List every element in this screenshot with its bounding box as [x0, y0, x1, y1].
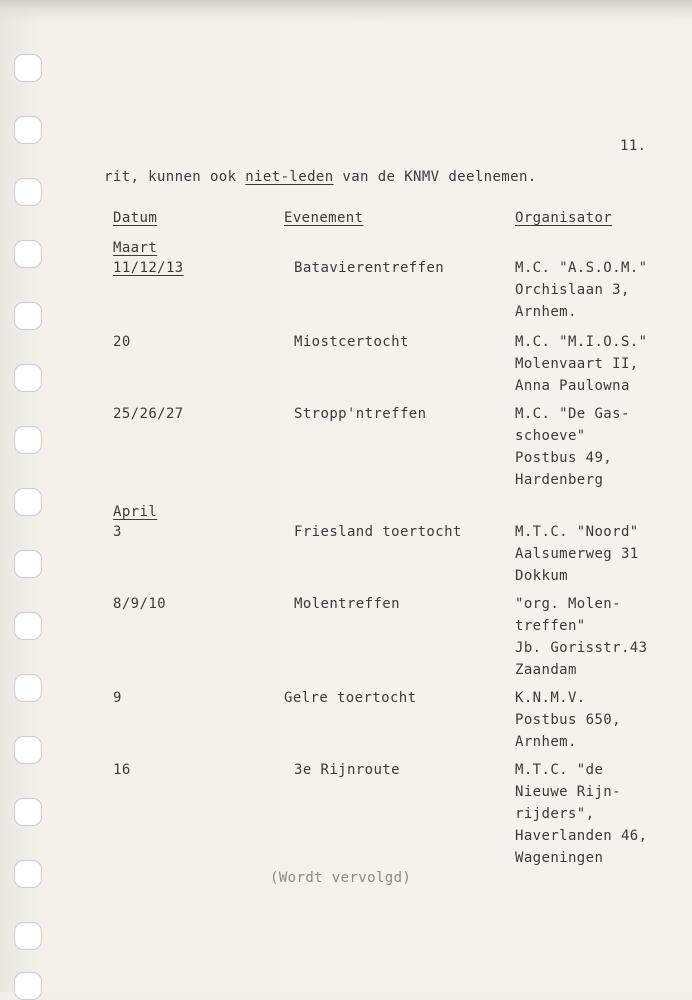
intro-text-after: van de KNMV deelnemen. — [333, 169, 537, 185]
row-date: 20 — [113, 334, 131, 350]
month-heading: April — [113, 504, 158, 520]
row-organizer-line: Hardenberg — [515, 472, 604, 488]
row-event: Gelre toertocht — [284, 690, 417, 706]
row-organizer-line: M.T.C. "de — [515, 762, 604, 778]
header-date: Datum — [113, 210, 158, 226]
row-organizer-line: Postbus 650, — [515, 712, 621, 728]
binder-hole — [14, 240, 42, 268]
row-organizer-line: "org. Molen- — [515, 596, 621, 612]
row-date: 9 — [113, 690, 122, 706]
row-event: Miostcertocht — [294, 334, 409, 350]
intro-text-before: rit, kunnen ook — [104, 169, 246, 185]
binder-hole — [14, 426, 42, 454]
row-date: 8/9/10 — [113, 596, 166, 612]
binder-hole — [14, 364, 42, 392]
row-organizer-line: Jb. Gorisstr.43 — [515, 640, 648, 656]
binder-hole — [14, 736, 42, 764]
binder-hole — [14, 488, 42, 516]
intro-line — [104, 167, 537, 188]
row-organizer-line: Aalsumerweg 31 — [515, 546, 639, 562]
row-organizer-line: M.C. "M.I.O.S." — [515, 334, 648, 350]
month-heading: Maart — [113, 240, 158, 256]
row-date: 16 — [113, 762, 131, 778]
row-organizer-line: rijders", — [515, 806, 595, 822]
footer-continued: (Wordt vervolgd) — [270, 870, 412, 886]
header-organizer: Organisator — [515, 210, 613, 226]
row-organizer-line: Arnhem. — [515, 304, 577, 320]
row-organizer-line: M.C. "De Gas- — [515, 406, 630, 422]
binder-hole — [14, 116, 42, 144]
row-organizer-line: Arnhem. — [515, 734, 577, 750]
row-organizer-line: Orchislaan 3, — [515, 282, 630, 298]
row-organizer-line: K.N.M.V. — [515, 690, 586, 706]
row-date: 11/12/13 — [113, 260, 184, 276]
binder-hole — [14, 550, 42, 578]
binder-hole — [14, 302, 42, 330]
binder-hole — [14, 922, 42, 950]
binder-hole — [14, 860, 42, 888]
intro-underlined-word: niet-leden — [245, 169, 334, 185]
row-organizer-line: M.C. "A.S.O.M." — [515, 260, 648, 276]
row-organizer-line: Molenvaart II, — [515, 356, 639, 372]
row-event: 3e Rijnroute — [294, 762, 400, 778]
page-number: 11. — [620, 138, 647, 154]
row-organizer-line: Zaandam — [515, 662, 577, 678]
binder-hole — [14, 674, 42, 702]
row-organizer-line: Haverlanden 46, — [515, 828, 648, 844]
row-event: Molentreffen — [294, 596, 400, 612]
row-event: Batavierentreffen — [294, 260, 445, 276]
row-organizer-line: Postbus 49, — [515, 450, 613, 466]
row-organizer-line: schoeve" — [515, 428, 586, 444]
binder-holes — [0, 0, 40, 992]
binder-hole — [14, 178, 42, 206]
binder-hole — [14, 54, 42, 82]
binder-hole — [14, 972, 42, 1000]
binder-hole — [14, 798, 42, 826]
binder-hole — [14, 612, 42, 640]
row-organizer-line: Anna Paulowna — [515, 378, 630, 394]
row-organizer-line: Wageningen — [515, 850, 604, 866]
header-event: Evenement — [284, 210, 364, 226]
row-date: 25/26/27 — [113, 406, 184, 422]
top-edge-shadow — [0, 0, 692, 22]
row-event: Friesland toertocht — [294, 524, 462, 540]
row-organizer-line: Nieuwe Rijn- — [515, 784, 621, 800]
row-organizer-line: Dokkum — [515, 568, 568, 584]
row-organizer-line: treffen" — [515, 618, 586, 634]
row-date: 3 — [113, 524, 122, 540]
row-event: Stropp'ntreffen — [294, 406, 427, 422]
row-organizer-line: M.T.C. "Noord" — [515, 524, 639, 540]
